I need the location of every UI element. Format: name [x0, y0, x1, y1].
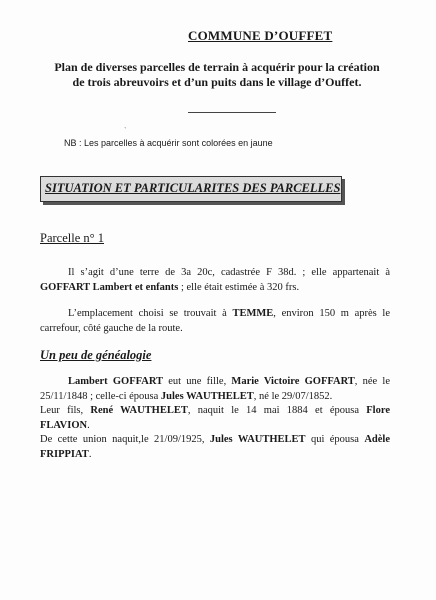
text-run: ; elle était estimée à 320 frs. [178, 281, 300, 293]
text-run: L’emplacement choisi se trouvait à [68, 308, 233, 319]
text-run: eut une fille, [163, 376, 232, 387]
text-run: , environ 150 m après le carrefour, côté gauche de la route. [40, 308, 390, 334]
owner-name: GOFFART Lambert et enfants [40, 281, 179, 293]
person-name: Lambert GOFFART [68, 376, 164, 387]
note-text: NB : Les parcelles à acquérir sont colorées en jaune [64, 138, 273, 148]
person-name: Flore FLAVION [40, 405, 390, 431]
section-header-box [40, 176, 342, 202]
text-run: De cette union naquit,le 21/09/1925, [40, 434, 210, 445]
text-run: , né le 29/07/1852. [253, 390, 333, 402]
genealogy-paragraph-2 [40, 404, 390, 433]
plan-title [42, 60, 392, 90]
text-run: Il s’agit d’une terre de 3a 20c, cadastrée F 38d. ; elle appartenait à [68, 267, 390, 278]
stray-mark: ` [124, 126, 127, 135]
text-run: . [88, 448, 92, 460]
person-name: Jules WAUTHELET [209, 434, 306, 445]
parcelle-paragraph-1 [40, 266, 390, 295]
separator-line [188, 112, 276, 113]
genealogy-paragraph-3 [40, 433, 390, 462]
genealogy-heading: Un peu de généalogie [40, 348, 152, 362]
person-name: Marie Victoire GOFFART [231, 376, 355, 387]
section-title: SITUATION ET PARTICULARITES DES PARCELLES [45, 181, 341, 195]
text-run: , naquit le 14 mai 1884 et épousa [187, 405, 367, 416]
person-name: Jules WAUTHELET [160, 390, 254, 402]
genealogy-paragraph-1 [40, 375, 390, 404]
text-run: . [87, 419, 90, 431]
person-name: René WAUTHELET [90, 405, 188, 416]
text-run: qui épousa [305, 434, 365, 445]
text-run: Leur fils, [40, 405, 91, 416]
plan-title-line-2: de trois abreuvoirs et d’un puits dans le village d’Ouffet. [72, 75, 362, 89]
person-name: Adèle FRIPPIAT [40, 434, 390, 460]
place-name: TEMME [232, 308, 274, 319]
plan-title-line-1: Plan de diverses parcelles de terrain à acquérir pour la création [54, 60, 380, 74]
commune-title: COMMUNE D’OUFFET [188, 28, 333, 43]
parcelle-heading: Parcelle n° 1 [40, 231, 105, 245]
parcelle-paragraph-2 [40, 307, 390, 336]
text-run: , née le 25/11/1848 ; celle-ci épousa [40, 376, 390, 402]
